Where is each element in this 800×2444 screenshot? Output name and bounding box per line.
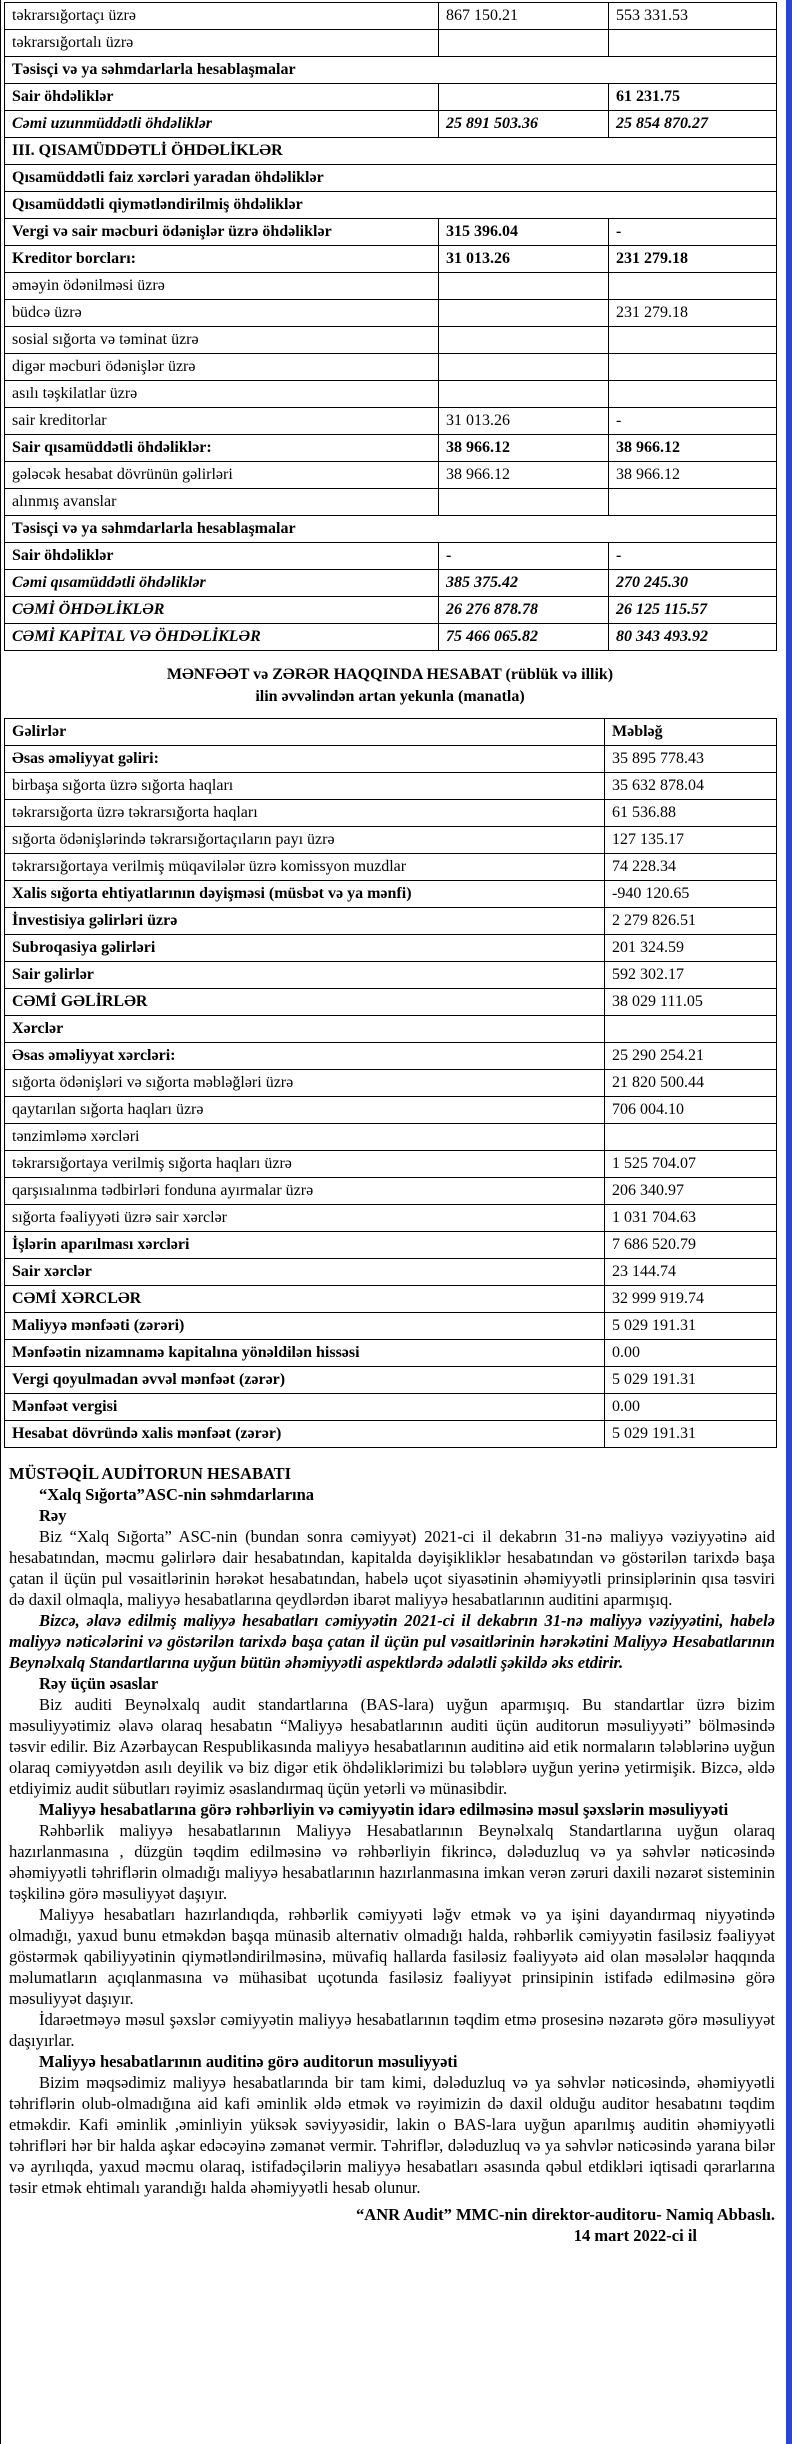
row-label: Kreditor borcları: bbox=[5, 246, 439, 273]
opinion-heading: Rəy bbox=[39, 1506, 67, 1525]
row-value-col1: 315 396.04 bbox=[439, 219, 609, 246]
row-label: alınmış avanslar bbox=[5, 489, 439, 516]
row-value-col1 bbox=[439, 381, 609, 408]
row-value: 25 290 254.21 bbox=[605, 1043, 777, 1070]
row-value-col2 bbox=[609, 381, 777, 408]
section-row-label: Qısamüddətli faiz xərcləri yaradan öhdəliklər bbox=[5, 165, 777, 192]
row-value-col2: 38 966.12 bbox=[609, 435, 777, 462]
row-value bbox=[605, 1016, 777, 1043]
table-row bbox=[5, 327, 777, 354]
row-value-col2 bbox=[609, 489, 777, 516]
balance-table-body bbox=[5, 3, 777, 651]
row-label: Vergi və sair məcburi ödənişlər üzrə öhdəliklər bbox=[5, 219, 439, 246]
table-row bbox=[5, 881, 777, 908]
row-value-col1 bbox=[439, 489, 609, 516]
row-value-col2: 38 966.12 bbox=[609, 462, 777, 489]
row-label: birbaşa sığorta üzrə sığorta haqları bbox=[5, 773, 605, 800]
table-row bbox=[5, 381, 777, 408]
table-row bbox=[5, 354, 777, 381]
audit-report-title: MÜSTƏQİL AUDİTORUN HESABATI bbox=[9, 1464, 292, 1483]
table-section-row bbox=[5, 192, 777, 219]
row-value-col1 bbox=[439, 354, 609, 381]
row-label: CƏMİ KAPİTAL VƏ ÖHDƏLİKLƏR bbox=[5, 624, 439, 651]
row-label: Gəlirlər bbox=[5, 719, 605, 746]
row-label: İnvestisiya gəlirləri üzrə bbox=[5, 908, 605, 935]
row-label: digər məcburi ödənişlər üzrə bbox=[5, 354, 439, 381]
table-row bbox=[5, 489, 777, 516]
table-section-row bbox=[5, 57, 777, 84]
row-label: əməyin ödənilməsi üzrə bbox=[5, 273, 439, 300]
independent-auditor-report bbox=[9, 1463, 775, 2246]
section-row-label: Qısamüddətli qiymətləndirilmiş öhdəliklər bbox=[5, 192, 777, 219]
row-value-col1: 38 966.12 bbox=[439, 435, 609, 462]
table-row bbox=[5, 719, 777, 746]
opinion-paragraph-1: Biz “Xalq Sığorta” ASC-nin (bundan sonra cəmiyyət) 2021-ci il dekabrın 31-nə maliyyə vəziyyətinə aid hesabatından, məcmu gəlirlərə dair hesabatından, kapitalda dəyişikliklər hesabatından və göstərilən tarixdə başa çatan il üçün pul vəsaitlərinin hərəkət hesabatından, habelə uçot siyasətinin əhəmiyyətli prinsiplərinin qısa təsviri də daxil olmaqla, maliyyə hesabatlarına qeydlərdən ibarət maliyyə hesabatlarının auditini aparmışıq. bbox=[9, 1527, 775, 1609]
table-row bbox=[5, 1232, 777, 1259]
table-row bbox=[5, 111, 777, 138]
table-row bbox=[5, 1178, 777, 1205]
table-row bbox=[5, 800, 777, 827]
row-value-col2: - bbox=[609, 408, 777, 435]
row-value-col2: 231 279.18 bbox=[609, 246, 777, 273]
row-value-col1: 75 466 065.82 bbox=[439, 624, 609, 651]
row-label: qaytarılan sığorta haqları üzrə bbox=[5, 1097, 605, 1124]
row-label: Hesabat dövründə xalis mənfəət (zərər) bbox=[5, 1421, 605, 1448]
page-right-rule bbox=[786, 0, 792, 2444]
row-label: Sair xərclər bbox=[5, 1259, 605, 1286]
table-row bbox=[5, 1043, 777, 1070]
profit-loss-heading bbox=[4, 664, 776, 708]
row-label: təkrarsığortaçı üzrə bbox=[5, 3, 439, 30]
row-label: İşlərin aparılması xərcləri bbox=[5, 1232, 605, 1259]
table-row bbox=[5, 935, 777, 962]
table-row bbox=[5, 962, 777, 989]
row-value-col1: 26 276 878.78 bbox=[439, 597, 609, 624]
row-value: 2 279 826.51 bbox=[605, 908, 777, 935]
table-row bbox=[5, 273, 777, 300]
table-section-row bbox=[5, 138, 777, 165]
row-value-col2: 80 343 493.92 bbox=[609, 624, 777, 651]
row-label: CƏMİ GƏLİRLƏR bbox=[5, 989, 605, 1016]
row-value-col2: 25 854 870.27 bbox=[609, 111, 777, 138]
row-label: Mənfəət vergisi bbox=[5, 1394, 605, 1421]
section-row-label: III. QISAMÜDDƏTLİ ÖHDƏLİKLƏR bbox=[5, 138, 777, 165]
table-row bbox=[5, 3, 777, 30]
row-value: 206 340.97 bbox=[605, 1178, 777, 1205]
row-value-col1: 31 013.26 bbox=[439, 246, 609, 273]
row-value-col2: - bbox=[609, 219, 777, 246]
table-section-row bbox=[5, 165, 777, 192]
row-value: 5 029 191.31 bbox=[605, 1367, 777, 1394]
table-row bbox=[5, 1124, 777, 1151]
table-row bbox=[5, 1259, 777, 1286]
row-value-col1 bbox=[439, 273, 609, 300]
opinion-paragraph-2: Bizcə, əlavə edilmiş maliyyə hesabatları cəmiyyətin 2021-ci il dekabrın 31-nə maliyyə vəziyyətini, habelə maliyyə nəticələrini və göstərilən tarixdə başa çatan il üçün pul vəsaitlərinin hərəkətini Maliyyə Hesabatlarının Beynəlxalq Standartlarına uyğun bütün əhəmiyyətli aspektlərdə ədalətli şəkildə əks etdirir. bbox=[9, 1611, 775, 1672]
row-label: Əsas əməliyyat xərcləri: bbox=[5, 1043, 605, 1070]
table-row bbox=[5, 435, 777, 462]
basis-heading: Rəy üçün əsaslar bbox=[39, 1674, 159, 1693]
row-value-col2 bbox=[609, 273, 777, 300]
row-value-col2: 231 279.18 bbox=[609, 300, 777, 327]
row-label: Sair qısamüddətli öhdəliklər: bbox=[5, 435, 439, 462]
table-row bbox=[5, 1205, 777, 1232]
row-value: 61 536.88 bbox=[605, 800, 777, 827]
row-value-col2: 26 125 115.57 bbox=[609, 597, 777, 624]
row-value-col1: 25 891 503.36 bbox=[439, 111, 609, 138]
row-value: -940 120.65 bbox=[605, 881, 777, 908]
table-row bbox=[5, 84, 777, 111]
row-value: 5 029 191.31 bbox=[605, 1313, 777, 1340]
profit-loss-heading-line1: MƏNFƏƏT və ZƏRƏR HAQQINDA HESABAT (rüblük və illik) bbox=[166, 666, 614, 683]
row-value: Məbləğ bbox=[605, 719, 777, 746]
row-label: Cəmi qısamüddətli öhdəliklər bbox=[5, 570, 439, 597]
table-row bbox=[5, 1340, 777, 1367]
row-value: 706 004.10 bbox=[605, 1097, 777, 1124]
row-label: Xərclər bbox=[5, 1016, 605, 1043]
row-label: təkrarsığortaya verilmiş müqavilələr üzrə komissyon muzdlar bbox=[5, 854, 605, 881]
table-row bbox=[5, 908, 777, 935]
row-value: 35 632 878.04 bbox=[605, 773, 777, 800]
management-paragraph-3: İdarəetməyə məsul şəxslər cəmiyyətin maliyyə hesabatlarının təqdim etmə prosesinə nəzarətə görə məsuliyyət daşıyırlar. bbox=[9, 2010, 775, 2050]
row-label: gələcək hesabat dövrünün gəlirləri bbox=[5, 462, 439, 489]
row-value-col1 bbox=[439, 327, 609, 354]
management-paragraph-2: Maliyyə hesabatları hazırlandıqda, rəhbərlik cəmiyyəti ləğv etmək və ya işini dayandırmaq niyyətində olmadığı, yaxud bunu etməkdən başqa münasib alternativ olmadığı halda, rəhbərlik cəmiyyətin fasiləsiz fəaliyyət göstərmək qabiliyyətinin qiymətləndirilməsinə, müvafiq hallarda fasiləsiz fəaliyyətə aid olan məsələlər haqqında məlumatların açıqlanmasına və mühasibat uçotunda fasiləsiz fəaliyyət prinsipinin istifadə edilməsinə görə məsuliyyət daşıyır. bbox=[9, 1905, 775, 2008]
auditor-signature: “ANR Audit” MMC-nin direktor-auditoru- Namiq Abbaslı. bbox=[356, 2205, 775, 2224]
table-section-row bbox=[5, 516, 777, 543]
table-row bbox=[5, 1421, 777, 1448]
row-label: CƏMİ ÖHDƏLİKLƏR bbox=[5, 597, 439, 624]
row-value-col1: 31 013.26 bbox=[439, 408, 609, 435]
row-label: Cəmi uzunmüddətli öhdəliklər bbox=[5, 111, 439, 138]
row-label: Mənfəətin nizamnamə kapitalına yönəldilən hissəsi bbox=[5, 1340, 605, 1367]
table-row bbox=[5, 570, 777, 597]
balance-sheet-liabilities-table bbox=[4, 2, 777, 651]
row-value: 32 999 919.74 bbox=[605, 1286, 777, 1313]
row-value: 21 820 500.44 bbox=[605, 1070, 777, 1097]
row-label: asılı təşkilatlar üzrə bbox=[5, 381, 439, 408]
table-row bbox=[5, 300, 777, 327]
table-row bbox=[5, 1286, 777, 1313]
table-row bbox=[5, 30, 777, 57]
row-value-col1: 38 966.12 bbox=[439, 462, 609, 489]
row-value-col1 bbox=[439, 300, 609, 327]
row-label: Xalis sığorta ehtiyatlarının dəyişməsi (müsbət və ya mənfi) bbox=[5, 881, 605, 908]
row-value-col1 bbox=[439, 84, 609, 111]
row-label: təkrarsığortalı üzrə bbox=[5, 30, 439, 57]
table-row bbox=[5, 1367, 777, 1394]
row-label: sığorta ödənişlərində təkrarsığortaçıların payı üzrə bbox=[5, 827, 605, 854]
basis-paragraph: Biz auditi Beynəlxalq audit standartlarına (BAS-lara) uyğun aparmışıq. Bu standartlar üzrə bizim məsuliyyətimiz əlavə olaraq hesabatın “Maliyyə hesabatlarının auditi üçün auditorun məsuliyyəti” bölməsində təsvir edilir. Biz Azərbaycan Respublikasında maliyyə hesabatlarının auditinə aid etik normaların tələblərinə uyğun olaraq cəmiyyətdən asılı deyilik və biz digər etik öhdəliklərimizi bu tələblərə uyğun yerinə yetirmişik. Bizcə, əldə etdiyimiz audit sübutları rəyimiz əsaslandırmaq üçün yetərli və münasibdir. bbox=[9, 1695, 775, 1798]
row-label: sığorta ödənişləri və sığorta məbləğləri üzrə bbox=[5, 1070, 605, 1097]
row-value: 1 031 704.63 bbox=[605, 1205, 777, 1232]
row-label: təkrarsığortaya verilmiş sığorta haqları üzrə bbox=[5, 1151, 605, 1178]
table-row bbox=[5, 1097, 777, 1124]
row-value-col2 bbox=[609, 354, 777, 381]
row-value-col2: 553 331.53 bbox=[609, 3, 777, 30]
row-label: tənzimləmə xərcləri bbox=[5, 1124, 605, 1151]
section-row-label: Təsisçi və ya səhmdarlarla hesablaşmalar bbox=[5, 57, 777, 84]
table-row bbox=[5, 1151, 777, 1178]
row-value: 0.00 bbox=[605, 1394, 777, 1421]
management-responsibility-heading: Maliyyə hesabatlarına görə rəhbərliyin və cəmiyyətin idarə edilməsinə məsul şəxslərin məsuliyyəti bbox=[39, 1800, 729, 1819]
row-value-col1 bbox=[439, 30, 609, 57]
row-label: Maliyyə mənfəəti (zərəri) bbox=[5, 1313, 605, 1340]
row-value: 0.00 bbox=[605, 1340, 777, 1367]
row-value: 1 525 704.07 bbox=[605, 1151, 777, 1178]
row-value: 35 895 778.43 bbox=[605, 746, 777, 773]
row-label: qarşısıalınma tədbirləri fonduna ayırmalar üzrə bbox=[5, 1178, 605, 1205]
table-row bbox=[5, 462, 777, 489]
row-value-col1: 867 150.21 bbox=[439, 3, 609, 30]
profit-loss-table bbox=[4, 718, 777, 1448]
management-paragraph-1: Rəhbərlik maliyyə hesabatlarının Maliyyə Hesabatlarının Beynəlxalq Standartlarına uyğun olaraq hazırlanmasına , düzgün təqdim edilməsinə və rəhbərliyin fikrincə, dələduzluq və ya səhvlər nəticəsində əhəmiyyətli təhriflərin olmadığı maliyyə hesabatlarının hazırlanmasına imkan verən zəruri daxili nəzarət sisteminin təşkilinə görə məsuliyyət daşıyır. bbox=[9, 1821, 775, 1903]
row-value: 592 302.17 bbox=[605, 962, 777, 989]
table-row bbox=[5, 1313, 777, 1340]
row-label: Subroqasiya gəlirləri bbox=[5, 935, 605, 962]
row-label: sığorta fəaliyyəti üzrə sair xərclər bbox=[5, 1205, 605, 1232]
row-value-col2 bbox=[609, 30, 777, 57]
row-value: 201 324.59 bbox=[605, 935, 777, 962]
profit-loss-heading-line2: ilin əvvəlindən artan yekunla (manatla) bbox=[255, 688, 525, 705]
row-label: Sair öhdəliklər bbox=[5, 543, 439, 570]
row-value: 23 144.74 bbox=[605, 1259, 777, 1286]
table-row bbox=[5, 989, 777, 1016]
section-row-label: Təsisçi və ya səhmdarlarla hesablaşmalar bbox=[5, 516, 777, 543]
row-value: 7 686 520.79 bbox=[605, 1232, 777, 1259]
table-row bbox=[5, 854, 777, 881]
row-label: təkrarsığorta üzrə təkrarsığorta haqları bbox=[5, 800, 605, 827]
row-value-col2 bbox=[609, 327, 777, 354]
table-row bbox=[5, 624, 777, 651]
row-value: 38 029 111.05 bbox=[605, 989, 777, 1016]
table-row bbox=[5, 1394, 777, 1421]
row-value-col1: - bbox=[439, 543, 609, 570]
auditor-responsibility-heading: Maliyyə hesabatlarının auditinə görə auditorun məsuliyyəti bbox=[39, 2052, 458, 2071]
row-label: CƏMİ XƏRCLƏR bbox=[5, 1286, 605, 1313]
row-value: 5 029 191.31 bbox=[605, 1421, 777, 1448]
profit-loss-table-body bbox=[5, 719, 777, 1448]
row-value: 127 135.17 bbox=[605, 827, 777, 854]
row-value-col2: 61 231.75 bbox=[609, 84, 777, 111]
table-row bbox=[5, 1016, 777, 1043]
table-row bbox=[5, 219, 777, 246]
row-value-col2: 270 245.30 bbox=[609, 570, 777, 597]
row-label: sosial sığorta və təminat üzrə bbox=[5, 327, 439, 354]
table-row bbox=[5, 746, 777, 773]
table-row bbox=[5, 827, 777, 854]
table-row bbox=[5, 246, 777, 273]
report-date: 14 mart 2022-ci il bbox=[573, 2226, 697, 2245]
auditor-paragraph: Bizim məqsədimiz maliyyə hesabatlarında bir tam kimi, dələduzluq və ya səhvlər nəticəsində, əhəmiyyətli təhriflərin olub-olmadığına aid kafi əminlik əldə etmək və rəyimizin də daxil olduğu auditor hesabatını təqdim etməkdir. Kafi əminlik ,əminliyin yüksək səviyyəsidir, lakin o BAS-lara uyğun aparılmış auditin əhəmiyyətli təhrifləri hər bir halda aşkar edəcəyinə zəmanət vermir. Təhriflər, dələduzluq və ya səhvlər nəticəsində yarana bilər və ayrılıqda, yaxud məcmu olaraq, istifadəçilərin maliyyə hesabatları əsasında qəbul etdikləri iqtisadi qərarlarına təsir etmək ehtimalı yarandığı halda əhəmiyyətli hesab olunur. bbox=[9, 2073, 775, 2197]
table-row bbox=[5, 1070, 777, 1097]
row-label: büdcə üzrə bbox=[5, 300, 439, 327]
audit-addressee: “Xalq Sığorta”ASC-nin səhmdarlarına bbox=[39, 1485, 315, 1504]
row-label: Sair öhdəliklər bbox=[5, 84, 439, 111]
row-label: sair kreditorlar bbox=[5, 408, 439, 435]
row-value-col1: 385 375.42 bbox=[439, 570, 609, 597]
table-row bbox=[5, 543, 777, 570]
table-row bbox=[5, 773, 777, 800]
table-row bbox=[5, 408, 777, 435]
row-label: Vergi qoyulmadan əvvəl mənfəət (zərər) bbox=[5, 1367, 605, 1394]
row-value: 74 228.34 bbox=[605, 854, 777, 881]
row-label: Sair gəlirlər bbox=[5, 962, 605, 989]
row-value bbox=[605, 1124, 777, 1151]
row-value-col2: - bbox=[609, 543, 777, 570]
table-row bbox=[5, 597, 777, 624]
row-label: Əsas əməliyyat gəliri: bbox=[5, 746, 605, 773]
